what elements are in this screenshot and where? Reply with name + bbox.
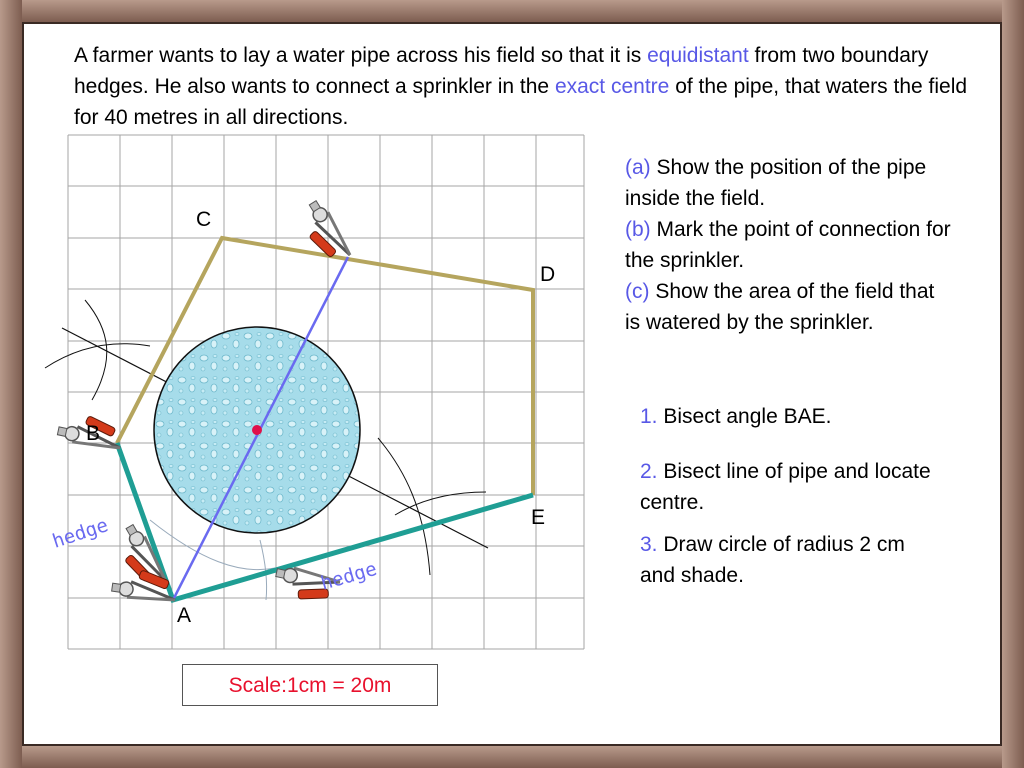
task-b — [625, 214, 955, 276]
step-3-number: 3. — [640, 533, 658, 556]
task-c-label: (c) — [625, 280, 650, 303]
task-a-text: Show the position of the pipe inside the field. — [625, 156, 927, 210]
vertex-label-b: B — [86, 422, 101, 445]
task-c-text: Show the area of the field that is watered by the sprinkler. — [625, 280, 935, 334]
vertex-label-d: D — [540, 263, 556, 286]
step-2-text: Bisect line of pipe and locate centre. — [640, 460, 931, 514]
step-3-text: Draw circle of radius 2 cm and shade. — [640, 533, 905, 587]
vertex-label-e: E — [531, 506, 546, 529]
hedge-label-left: hedge — [49, 514, 111, 553]
task-c — [625, 276, 955, 338]
task-a-label: (a) — [625, 156, 651, 179]
intro-highlight-exact-centre: exact centre — [554, 75, 670, 98]
step-1 — [640, 401, 940, 432]
vertex-label-a: A — [177, 604, 192, 627]
task-a — [625, 152, 955, 214]
intro-highlight-equidistant: equidistant — [647, 44, 749, 67]
task-b-text: Mark the point of connection for the sprinkler. — [625, 218, 951, 272]
intro-text-1: A farmer wants to lay a water pipe across his field so that it is — [74, 44, 648, 67]
intro-text-3: of the pipe, that waters the field for 40 metres in all directions. — [74, 75, 968, 129]
step-1-number: 1. — [640, 405, 658, 428]
vertex-label-c: C — [196, 208, 212, 231]
step-1-text: Bisect angle BAE. — [657, 405, 832, 428]
intro-text-2: from two boundary hedges. He also wants to connect a sprinkler in the — [74, 44, 929, 98]
step-2 — [640, 456, 940, 518]
hedge-label-bottom: hedge — [318, 557, 380, 595]
construction-arc-3 — [378, 438, 430, 575]
scale-box: Scale:1cm = 20m — [182, 664, 438, 706]
construction-arc-2 — [45, 344, 150, 368]
task-list — [625, 152, 955, 338]
sprinkler-point — [252, 425, 262, 435]
task-b-label: (b) — [625, 218, 651, 241]
step-3 — [640, 529, 940, 591]
step-2-number: 2. — [640, 460, 658, 483]
